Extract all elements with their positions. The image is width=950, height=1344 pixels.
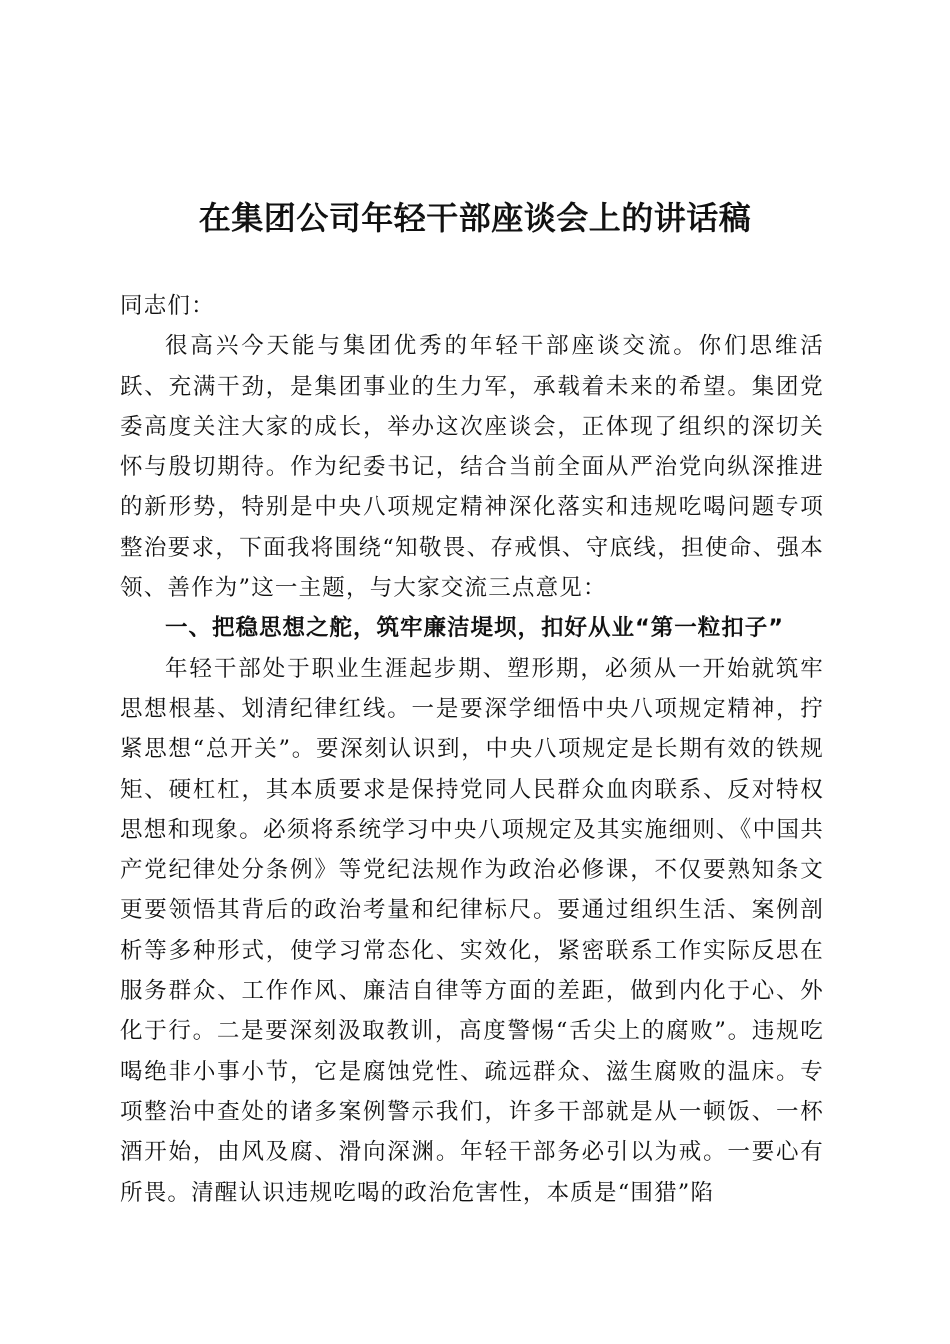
section-1-paragraph: 年轻干部处于职业生涯起步期、塑形期，必须从一开始就筑牢思想根基、划清纪律红线。一是要深学细悟中央八项规定精神，拧紧思想“总开关”。要深刻认识到，中央八项规定是长期有效的铁规矩、硬杠杠，其本质要求是保持党同人民群众血肉联系、反对特权思想和现象。必须将系统学习中央八项规定及其实施细则、《中国共产党纪律处分条例》等党纪法规作为政治必修课，不仅要熟知条文更要领悟其背后的政治考量和纪律标尺。要通过组织生活、案例剖析等多种形式，使学习常态化、实效化，紧密联系工作实际反思在服务群众、工作作风、廉洁自律等方面的差距，做到内化于心、外化于行。二是要深刻汲取教训，高度警惕“舌尖上的腐败”。违规吃喝绝非小事小节，它是腐蚀党性、疏远群众、滋生腐败的温床。专项整治中查处的诸多案例警示我们，许多干部就是从一顿饭、一杯酒开始，由风及腐、滑向深渊。年轻干部务必引以为戒。一要心有所畏。清醒认识违规吃喝的政治危害性，本质是“围猎”陷 [120, 655, 824, 1206]
section-heading-1: 一、把稳思想之舵，筑牢廉洁堤坝，扣好从业“第一粒扣子” [165, 615, 785, 642]
salutation: 同志们： [120, 293, 215, 319]
document-body [120, 286, 824, 1213]
document-title: 在集团公司年轻干部座谈会上的讲话稿 [198, 199, 752, 237]
intro-paragraph: 很高兴今天能与集团优秀的年轻干部座谈交流。你们思维活跃、充满干劲，是集团事业的生力军，承载着未来的希望。集团党委高度关注大家的成长，举办这次座谈会，正体现了组织的深切关怀与殷切期待。作为纪委书记，结合当前全面从严治党向纵深推进的新形势，特别是中央八项规定精神深化落实和违规吃喝问题专项整治要求，下面我将围绕“知敬畏、存戒惧、守底线，担使命、强本领、善作为”这一主题，与大家交流三点意见： [120, 333, 824, 602]
